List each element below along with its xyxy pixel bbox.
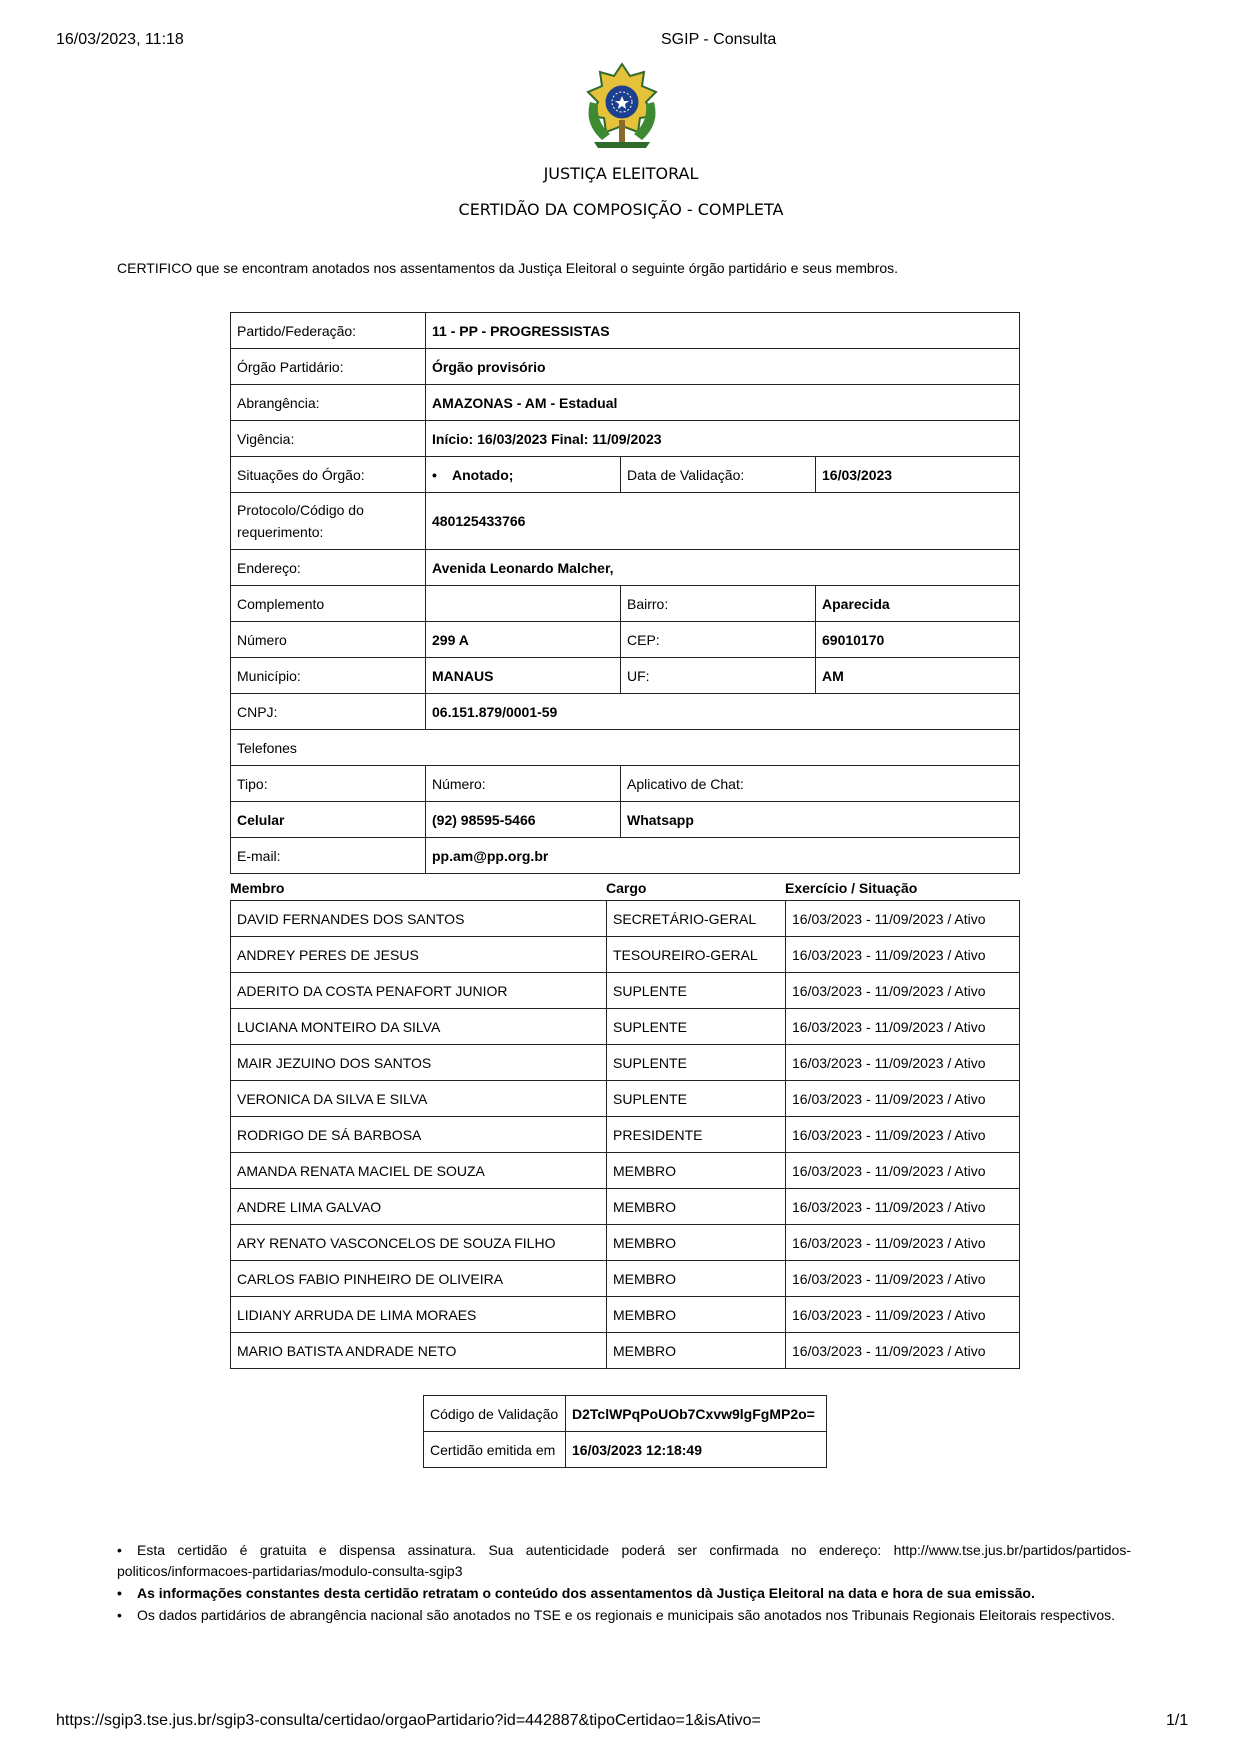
- partido-value: 11 - PP - PROGRESSISTAS: [426, 313, 1020, 349]
- member-cargo: SECRETÁRIO-GERAL: [607, 901, 786, 937]
- uf-value: AM: [816, 658, 1020, 694]
- chat-label: Aplicativo de Chat:: [621, 766, 1020, 802]
- member-name: VERONICA DA SILVA E SILVA: [231, 1081, 607, 1117]
- page-subtitle: CERTIDÃO DA COMPOSIÇÃO - COMPLETA: [458, 200, 784, 219]
- numero-value: 299 A: [426, 622, 621, 658]
- print-url: https://sgip3.tse.jus.br/sgip3-consulta/certidao/orgaoPartidario?id=442887&tipoCertidao=1&isAtivo=: [56, 1712, 761, 1729]
- member-cargo: SUPLENTE: [607, 1045, 786, 1081]
- validation-table: [423, 1395, 827, 1468]
- email-value: pp.am@pp.org.br: [426, 838, 1020, 874]
- member-exercicio: 16/03/2023 - 11/09/2023 / Ativo: [786, 1153, 1020, 1189]
- table-row: [231, 1117, 1020, 1153]
- note-text: Esta certidão é gratuita e dispensa assinatura. Sua autenticidade poderá ser confirmada no endereço: http://www.tse.jus.br/partidos/partidos-politicos/informacoes-partidarias/modulo-consulta-sgip3: [117, 1542, 1131, 1579]
- member-exercicio: 16/03/2023 - 11/09/2023 / Ativo: [786, 1045, 1020, 1081]
- party-info-table: [230, 312, 1020, 874]
- partido-label: Partido/Federação:: [231, 313, 426, 349]
- situacoes-value: Anotado;: [452, 466, 514, 483]
- cep-label: CEP:: [621, 622, 816, 658]
- vigencia-label: Vigência:: [231, 421, 426, 457]
- table-row: [231, 901, 1020, 937]
- bullet-icon: •: [117, 1542, 122, 1558]
- bullet-icon: •: [117, 1607, 122, 1623]
- member-cargo: MEMBRO: [607, 1261, 786, 1297]
- certification-intro: CERTIFICO que se encontram anotados nos assentamentos da Justiça Eleitoral o seguinte órgão partidário e seus membros.: [117, 260, 899, 276]
- table-row: [231, 1045, 1020, 1081]
- member-cargo: PRESIDENTE: [607, 1117, 786, 1153]
- cnpj-value: 06.151.879/0001-59: [426, 694, 1020, 730]
- page-title: JUSTIÇA ELEITORAL: [543, 164, 699, 183]
- notes-list: [117, 1540, 1131, 1627]
- members-header-cargo: Cargo: [606, 880, 647, 896]
- table-row: [231, 1333, 1020, 1369]
- bullet-icon: •: [117, 1585, 122, 1601]
- table-row: [231, 1225, 1020, 1261]
- complemento-label: Complemento: [231, 586, 426, 622]
- member-name: ANDRE LIMA GALVAO: [231, 1189, 607, 1225]
- member-name: ANDREY PERES DE JESUS: [231, 937, 607, 973]
- note-item: [117, 1583, 1131, 1604]
- codigo-validacao-value: D2TclWPqPoUOb7Cxvw9lgFgMP2o=: [566, 1396, 827, 1432]
- member-cargo: MEMBRO: [607, 1153, 786, 1189]
- member-exercicio: 16/03/2023 - 11/09/2023 / Ativo: [786, 973, 1020, 1009]
- chat-value: Whatsapp: [621, 802, 1020, 838]
- tel-numero-value: (92) 98595-5466: [426, 802, 621, 838]
- member-exercicio: 16/03/2023 - 11/09/2023 / Ativo: [786, 1189, 1020, 1225]
- table-row: [231, 973, 1020, 1009]
- endereco-label: Endereço:: [231, 550, 426, 586]
- data-validacao-label: Data de Validação:: [621, 457, 816, 493]
- print-page-title: SGIP - Consulta: [661, 31, 777, 48]
- data-validacao-value: 16/03/2023: [816, 457, 1020, 493]
- member-cargo: SUPLENTE: [607, 973, 786, 1009]
- situacoes-cell: [426, 457, 621, 493]
- uf-label: UF:: [621, 658, 816, 694]
- member-cargo: MEMBRO: [607, 1333, 786, 1369]
- note-text: As informações constantes desta certidão retratam o conteúdo dos assentamentos dà Justiça Eleitoral na data e hora de sua emissão.: [137, 1585, 1035, 1601]
- member-exercicio: 16/03/2023 - 11/09/2023 / Ativo: [786, 1225, 1020, 1261]
- municipio-label: Município:: [231, 658, 426, 694]
- protocolo-value: 480125433766: [426, 493, 1020, 550]
- note-item: [117, 1605, 1131, 1626]
- member-name: CARLOS FABIO PINHEIRO DE OLIVEIRA: [231, 1261, 607, 1297]
- cnpj-label: CNPJ:: [231, 694, 426, 730]
- member-cargo: TESOUREIRO-GERAL: [607, 937, 786, 973]
- member-exercicio: 16/03/2023 - 11/09/2023 / Ativo: [786, 1261, 1020, 1297]
- member-cargo: SUPLENTE: [607, 1009, 786, 1045]
- tel-numero-label: Número:: [426, 766, 621, 802]
- email-label: E-mail:: [231, 838, 426, 874]
- print-page-count: 1/1: [1166, 1712, 1189, 1729]
- member-exercicio: 16/03/2023 - 11/09/2023 / Ativo: [786, 1117, 1020, 1153]
- protocolo-label: Protocolo/Código do requerimento:: [231, 493, 426, 550]
- bullet-icon: •: [432, 466, 437, 483]
- situacoes-label: Situações do Órgão:: [231, 457, 426, 493]
- bairro-label: Bairro:: [621, 586, 816, 622]
- members-table: [230, 900, 1020, 1369]
- complemento-value: [426, 586, 621, 622]
- member-name: MARIO BATISTA ANDRADE NETO: [231, 1333, 607, 1369]
- member-name: MAIR JEZUINO DOS SANTOS: [231, 1045, 607, 1081]
- member-cargo: MEMBRO: [607, 1297, 786, 1333]
- endereco-value: Avenida Leonardo Malcher,: [426, 550, 1020, 586]
- members-header-membro: Membro: [230, 880, 285, 896]
- members-header-exercicio: Exercício / Situação: [785, 880, 918, 896]
- note-text: Os dados partidários de abrangência nacional são anotados no TSE e os regionais e municipais são anotados nos Tribunais Regionais Eleitorais respectivos.: [137, 1607, 1115, 1623]
- member-name: AMANDA RENATA MACIEL DE SOUZA: [231, 1153, 607, 1189]
- member-name: LUCIANA MONTEIRO DA SILVA: [231, 1009, 607, 1045]
- numero-label: Número: [231, 622, 426, 658]
- member-name: RODRIGO DE SÁ BARBOSA: [231, 1117, 607, 1153]
- cep-value: 69010170: [816, 622, 1020, 658]
- member-exercicio: 16/03/2023 - 11/09/2023 / Ativo: [786, 1009, 1020, 1045]
- codigo-validacao-label: Código de Validação: [424, 1396, 566, 1432]
- member-name: ADERITO DA COSTA PENAFORT JUNIOR: [231, 973, 607, 1009]
- note-item: [117, 1540, 1131, 1582]
- coat-of-arms-icon: [580, 62, 664, 152]
- table-row: [231, 1009, 1020, 1045]
- member-exercicio: 16/03/2023 - 11/09/2023 / Ativo: [786, 1081, 1020, 1117]
- table-row: [231, 1297, 1020, 1333]
- member-name: ARY RENATO VASCONCELOS DE SOUZA FILHO: [231, 1225, 607, 1261]
- municipio-value: MANAUS: [426, 658, 621, 694]
- vigencia-value: Início: 16/03/2023 Final: 11/09/2023: [426, 421, 1020, 457]
- member-exercicio: 16/03/2023 - 11/09/2023 / Ativo: [786, 1297, 1020, 1333]
- table-row: [231, 1081, 1020, 1117]
- member-exercicio: 16/03/2023 - 11/09/2023 / Ativo: [786, 937, 1020, 973]
- member-name: LIDIANY ARRUDA DE LIMA MORAES: [231, 1297, 607, 1333]
- member-exercicio: 16/03/2023 - 11/09/2023 / Ativo: [786, 901, 1020, 937]
- telefones-label: Telefones: [231, 730, 1020, 766]
- member-cargo: MEMBRO: [607, 1225, 786, 1261]
- tipo-label: Tipo:: [231, 766, 426, 802]
- tipo-value: Celular: [231, 802, 426, 838]
- table-row: [231, 1261, 1020, 1297]
- member-exercicio: 16/03/2023 - 11/09/2023 / Ativo: [786, 1333, 1020, 1369]
- orgao-label: Órgão Partidário:: [231, 349, 426, 385]
- member-cargo: SUPLENTE: [607, 1081, 786, 1117]
- abrangencia-value: AMAZONAS - AM - Estadual: [426, 385, 1020, 421]
- abrangencia-label: Abrangência:: [231, 385, 426, 421]
- print-datetime: 16/03/2023, 11:18: [56, 31, 184, 48]
- table-row: [231, 1189, 1020, 1225]
- bairro-value: Aparecida: [816, 586, 1020, 622]
- table-row: [231, 1153, 1020, 1189]
- table-row: [231, 937, 1020, 973]
- member-cargo: MEMBRO: [607, 1189, 786, 1225]
- emitida-value: 16/03/2023 12:18:49: [566, 1432, 827, 1468]
- orgao-value: Órgão provisório: [426, 349, 1020, 385]
- member-name: DAVID FERNANDES DOS SANTOS: [231, 901, 607, 937]
- emitida-label: Certidão emitida em: [424, 1432, 566, 1468]
